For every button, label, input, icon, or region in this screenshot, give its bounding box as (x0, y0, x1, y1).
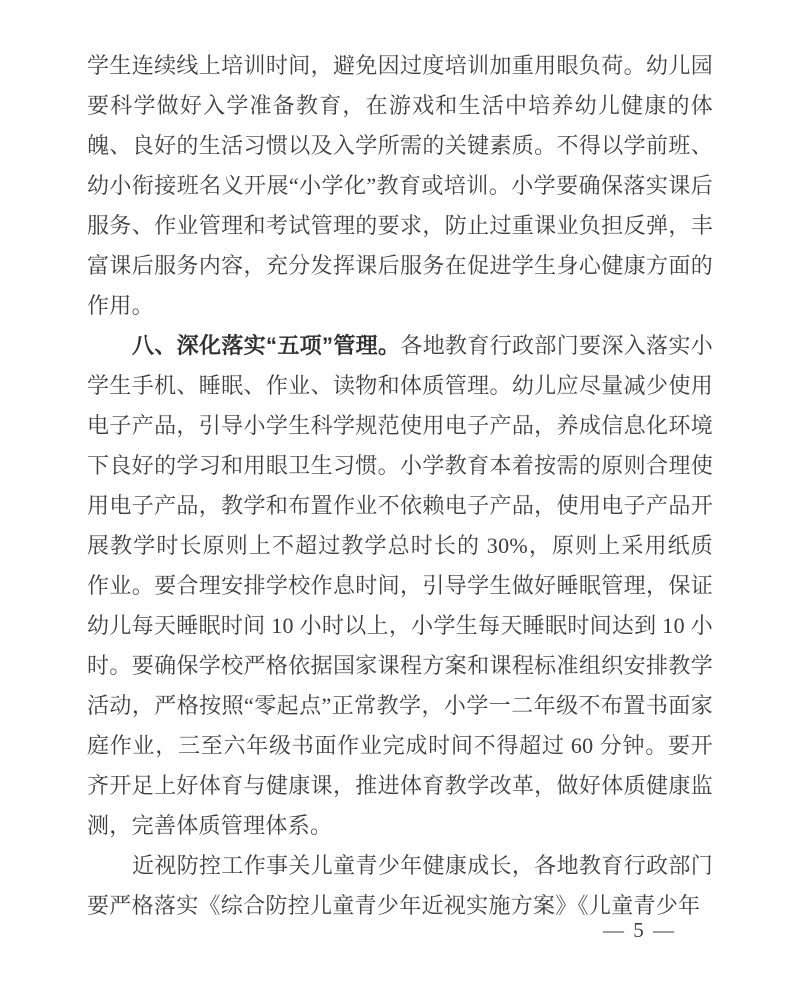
paragraph (87, 846, 713, 926)
page-number: — 5 — (603, 918, 676, 942)
paragraph (87, 326, 713, 846)
body-text-segment: 近视防控工作事关儿童青少年健康成长，各地教育行政部门要严格落实《综合防控儿童青少年近视实施方案》《儿童青少年 (87, 853, 713, 918)
body-text-segment: 学生连续线上培训时间，避免因过度培训加重用眼负荷。幼儿园要科学做好入学准备教育，在游戏和生活中培养幼儿健康的体魄、良好的生活习惯以及入学所需的关键素质。不得以学前班、幼小衔接班名义开展“小学化”教育或培训。小学要确保落实课后服务、作业管理和考试管理的要求，防止过重课业负担反弹，丰富课后服务内容，充分发挥课后服务在促进学生身心健康方面的作用。 (87, 53, 713, 318)
document-body-text (87, 46, 713, 926)
section-heading-text: 八、深化落实“五项”管理。 (132, 333, 401, 358)
paragraph (87, 46, 713, 326)
body-text-segment: 各地教育行政部门要深入落实小学生手机、睡眠、作业、读物和体质管理。幼儿应尽量减少使用电子产品，引导小学生科学规范使用电子产品，养成信息化环境下良好的学习和用眼卫生习惯。小学教育本着按需的原则合理使用电子产品，教学和布置作业不依赖电子产品，使用电子产品开展教学时长原则上不超过教学总时长的 30%，原则上采用纸质作业。要合理安排学校作息时间，引导学生做好睡眠管理，保证幼儿每天睡眠时间 10 小时以上，小学生每天睡眠时间达到 10 小时。要确保学校严格依据国家课程方案和课程标准组织安排教学活动，严格按照“零起点”正常教学，小学一二年级不布置书面家庭作业，三至六年级书面作业完成时间不得超过 60 分钟。要开齐开足上好体育与健康课，推进体育教学改革，做好体质健康监测，完善体质管理体系。 (87, 333, 714, 838)
